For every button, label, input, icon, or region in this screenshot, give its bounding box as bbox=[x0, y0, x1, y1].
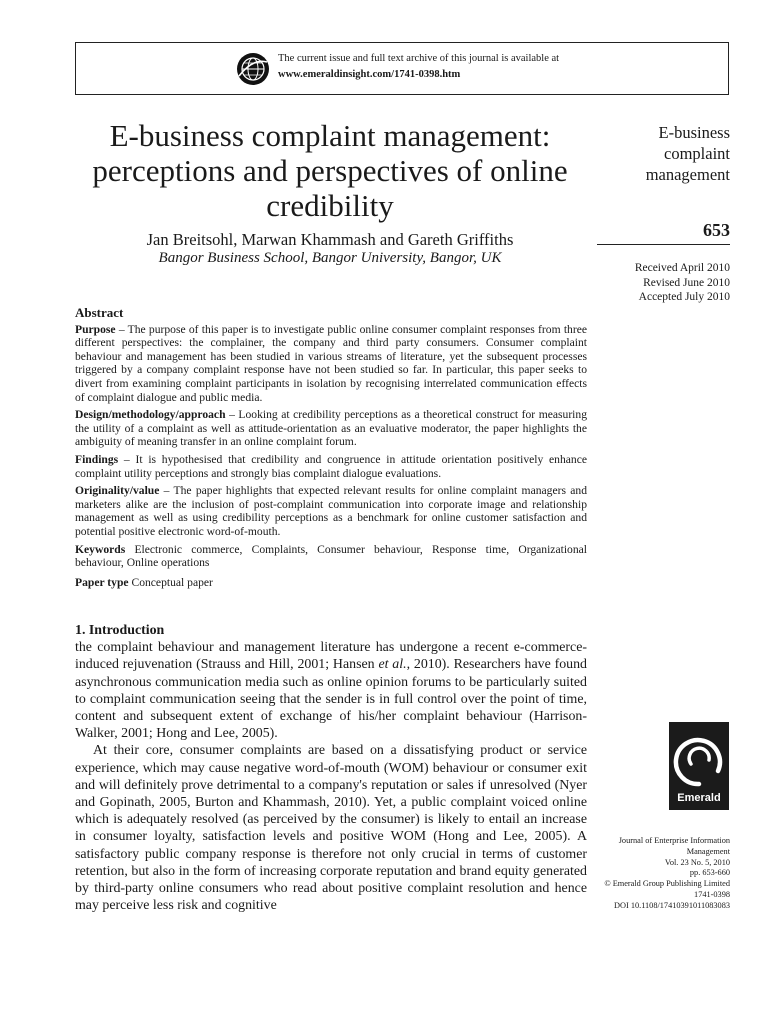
body-text: , 2010). Researchers have found asynchronous communication media such as online opinion forums to be particularly suited to complaint communication seeing that the sender is in full control over the point of time, content and subsequent extent of exchange of his/her complaint behaviour (Harrison-Walker, 2001; Hong and Lee, 2005). bbox=[75, 657, 587, 742]
paper-type-label: Paper type bbox=[75, 575, 129, 589]
abstract-section-label: Design/methodology/approach bbox=[75, 408, 226, 422]
keywords-text: Electronic commerce, Complaints, Consumer behaviour, Response time, Organizational behaviour, Online operations bbox=[75, 542, 587, 570]
revised-date: Revised June 2010 bbox=[643, 276, 730, 289]
abstract bbox=[75, 306, 587, 593]
received-date: Received April 2010 bbox=[634, 262, 730, 274]
abstract-section-label: Purpose bbox=[75, 322, 116, 336]
journal-url-link[interactable]: www.emeraldinsight.com/1741-0398.htm bbox=[278, 69, 461, 80]
margin-rule-divider bbox=[597, 244, 730, 245]
body-paragraph bbox=[75, 639, 587, 742]
article-dates bbox=[635, 261, 730, 305]
section-heading: 1. Introduction bbox=[75, 623, 165, 638]
introduction-section bbox=[75, 622, 587, 914]
journal-citation-info bbox=[604, 836, 730, 912]
body-paragraph: At their core, consumer complaints are based on a dissatisfying product or service experience, which may cause negative word-of-mouth (WOM) behaviour or consumer exit and will definitely prove detrimental to a company's reputation or sales if unresolved (Nyer and Gopinath, 2005, Burton and Khammash, 2010). Yet, a public complaint voiced online which is adequately resolved (as perceived by the consumer) is likely to entail an increase in consumer loyalty, satisfaction levels and positive WOM (Hong and Lee, 2005). A satisfactory public company response is therefore not only crucial in terms of customer retention, but also in the form of increasing corporate reputation and brand equity generated by third-party online consumers who read about positive complaint resolution and hence may perceive less risk and cognitive bbox=[75, 743, 587, 914]
author-affiliation: Bangor Business School, Bangor University, Bangor, UK bbox=[158, 250, 502, 266]
keywords-label: Keywords bbox=[75, 542, 126, 556]
emerald-logo-icon bbox=[669, 722, 729, 810]
journal-pages: pp. 653-660 bbox=[689, 868, 730, 878]
journal-volume: Vol. 23 No. 5, 2010 bbox=[664, 857, 730, 867]
abstract-section-label: Findings bbox=[75, 452, 119, 466]
journal-name-cont: Management bbox=[686, 846, 730, 856]
abstract-findings bbox=[75, 453, 587, 480]
abstract-section-label: Originality/value bbox=[75, 484, 160, 498]
abstract-section-text: – The paper highlights that expected relevant results for online complaint managers and marketers alike are the inclusion of post-complaint communication into corporate image and relationship management as well as using credibility perceptions as a benchmark for online customer satisfaction and potential positive electronic word-of-mouth. bbox=[75, 484, 587, 538]
abstract-design bbox=[75, 408, 587, 449]
accepted-date: Accepted July 2010 bbox=[638, 291, 730, 303]
journal-availability-box bbox=[75, 42, 729, 95]
emerald-logo-text: Emerald bbox=[677, 792, 721, 804]
article-authors: Jan Breitsohl, Marwan Khammash and Gareth Griffiths bbox=[146, 230, 514, 249]
issn: 1741-0398 bbox=[694, 889, 730, 899]
abstract-section-text: – Looking at credibility perceptions as a theoretical construct for measuring the utility of a complaint as well as attitude-orientation as an evaluative moderator, the paper highlights the ambiguity of meaning transfer in an online complaint forum. bbox=[75, 408, 587, 449]
abstract-section-text: – The purpose of this paper is to investigate public online consumer complaint responses from three different perspectives: the complainer, the company and third party consumers. Consumer complaint behaviour and management has been studied in various streams of literature, yet the subsequent processes triggered by a company complaint response have not been studied so far. In particular, this paper seeks to divert from examining complaint participants in isolation by recognising interrelated communication effects of complaint dialogue and public media. bbox=[75, 322, 587, 404]
running-head: E-business complaint management bbox=[645, 123, 730, 184]
abstract-heading: Abstract bbox=[75, 305, 124, 320]
abstract-purpose bbox=[75, 323, 587, 405]
paper-type bbox=[75, 576, 587, 590]
globe-icon bbox=[236, 52, 270, 86]
article-title: E-business complaint management: perceptions and perspectives of online credibility bbox=[92, 118, 568, 223]
journal-name: Journal of Enterprise Information bbox=[618, 836, 730, 845]
body-text-italic: et al. bbox=[378, 657, 407, 673]
abstract-originality bbox=[75, 484, 587, 538]
page-number: 653 bbox=[703, 220, 730, 240]
abstract-section-text: – It is hypothesised that credibility and congruence in attitude orientation positively enhance complaint utility perceptions and strongly bias complaint dialogue evaluations. bbox=[75, 452, 587, 480]
paper-type-text: Conceptual paper bbox=[128, 575, 213, 589]
keywords bbox=[75, 543, 587, 570]
body-text: the complaint behaviour and management literature has undergone a recent e-commerce-induced rejuvenation (Strauss and Hill, 2001; Hansen bbox=[75, 640, 587, 673]
doi: DOI 10.1108/17410391011083083 bbox=[614, 900, 730, 910]
copyright-notice: © Emerald Group Publishing Limited bbox=[604, 879, 730, 889]
emerald-swirl-icon bbox=[669, 726, 729, 796]
availability-text: The current issue and full text archive of this journal is available at bbox=[278, 53, 560, 64]
